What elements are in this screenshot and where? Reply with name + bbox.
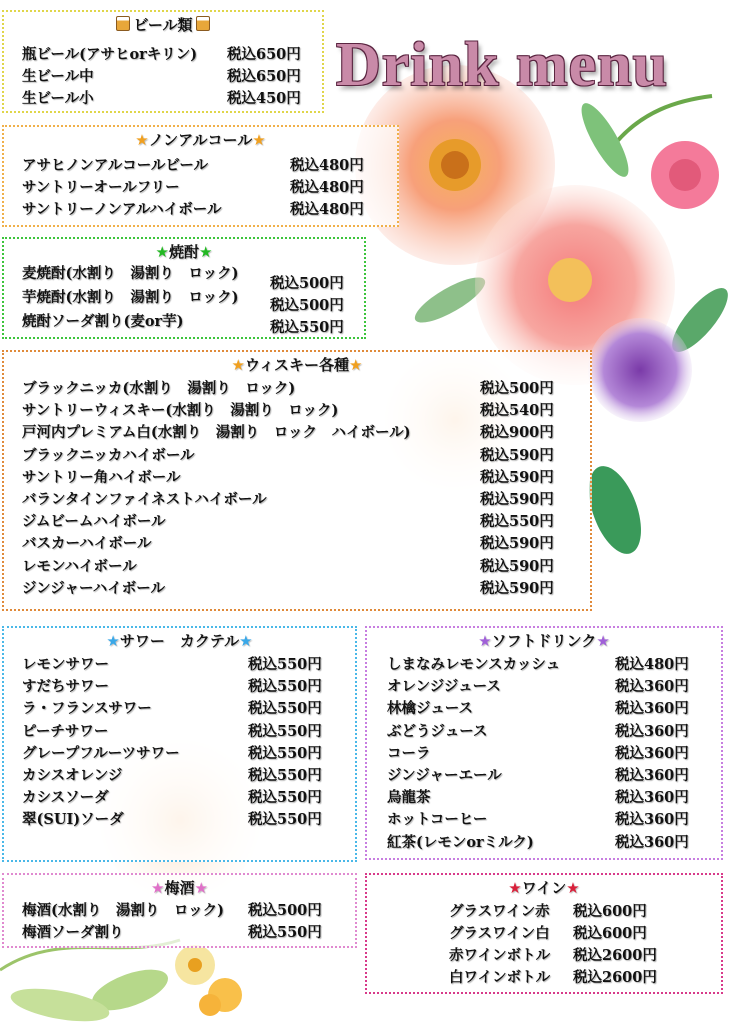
star-icon: ★ [349, 356, 363, 374]
menu-item [22, 900, 322, 922]
item-price: 税込360円 [615, 833, 689, 851]
item-name: カシスオレンジ [22, 767, 123, 784]
item-price: 税込360円 [615, 700, 689, 718]
section-heading-nonalcohol: ★ノンアルコール★ [135, 131, 266, 149]
item-price: 税込360円 [615, 722, 689, 740]
section-whisky [2, 350, 592, 611]
star-icon: ★ [252, 131, 266, 149]
item-price: 税込550円 [248, 789, 322, 807]
menu-item [22, 765, 322, 787]
item-name: ピーチサワー [22, 722, 109, 740]
item-price: 税込480円 [290, 201, 364, 218]
menu-item [387, 809, 689, 831]
section-heading-sour: ★サワー カクテル★ [106, 632, 253, 650]
item-name: しまなみレモンスカッシュ [387, 656, 561, 673]
item-price: 税込550円 [248, 656, 322, 673]
star-icon: ★ [508, 879, 522, 897]
item-name: 翠(SUI)ソーダ [22, 811, 124, 829]
menu-item [449, 901, 647, 923]
page-title: Drink menu [336, 31, 669, 99]
menu-item [387, 721, 689, 743]
menu-item [22, 654, 322, 676]
star-icon: ★ [151, 879, 165, 897]
menu-item [22, 88, 301, 110]
item-price: 税込550円 [248, 811, 322, 829]
star-icon: ★ [239, 632, 253, 650]
menu-item [387, 787, 689, 809]
menu-item [22, 533, 554, 555]
section-heading-softdrink: ★ソフトドリンク★ [478, 632, 610, 650]
star-icon: ★ [199, 243, 213, 261]
menu-item [22, 922, 322, 944]
item-name: ラ・フランスサワー [22, 700, 152, 718]
item-price: 税込550円 [248, 700, 322, 718]
menu-item [449, 967, 657, 989]
item-price: 税込600円 [573, 903, 647, 920]
item-name: カシスソーダ [22, 789, 109, 807]
menu-item [22, 287, 238, 309]
item-name: 戸河内プレミアム白(水割り 湯割り ロック ハイボール) [22, 424, 411, 442]
menu-item [387, 765, 689, 787]
item-price: 税込500円 [270, 297, 344, 314]
item-price: 税込500円 [270, 275, 344, 292]
menu-item [22, 809, 322, 831]
item-price: 税込450円 [227, 90, 301, 107]
menu-item [22, 44, 301, 66]
menu-item [22, 743, 322, 765]
item-name: 瓶ビール(アサヒorキリン) [22, 46, 198, 63]
beer-glass-icon [196, 16, 210, 31]
item-price: 税込360円 [615, 678, 689, 696]
item-name: コーラ [387, 744, 431, 762]
menu-item [22, 676, 322, 698]
section-heading-beer: ビール類 [4, 16, 322, 34]
item-name: ジンジャーエール [387, 767, 502, 784]
menu-item [22, 721, 322, 743]
star-icon: ★ [478, 632, 492, 650]
item-price: 税込900円 [480, 424, 554, 442]
menu-item [22, 66, 301, 88]
menu-item [387, 698, 689, 720]
item-name: サントリーノンアルハイボール [22, 201, 222, 218]
item-name: 生ビール中 [22, 68, 94, 85]
item-name: レモンサワー [22, 656, 109, 673]
menu-item [22, 511, 554, 533]
menu-item [22, 177, 364, 199]
menu-item [22, 422, 554, 444]
item-name: 梅酒ソーダ割り [22, 924, 124, 941]
star-icon: ★ [231, 356, 245, 374]
menu-item [22, 400, 554, 422]
item-name: サントリーウィスキー(水割り 湯割り ロック) [22, 402, 339, 420]
item-price: 税込550円 [248, 767, 322, 784]
item-price: 税込550円 [480, 513, 554, 531]
item-price: 税込360円 [615, 789, 689, 807]
item-name: ブラックニッカ(水割り 湯割り ロック) [22, 380, 296, 397]
menu-item [22, 489, 554, 511]
menu-item [22, 263, 238, 285]
item-price: 税込550円 [270, 319, 344, 336]
item-price: 税込2600円 [573, 969, 657, 986]
star-icon: ★ [155, 243, 169, 261]
item-name: 烏龍茶 [387, 789, 431, 807]
item-price: 税込650円 [227, 68, 301, 85]
item-price: 税込550円 [248, 924, 322, 941]
menu-item [387, 676, 689, 698]
item-price: 税込550円 [248, 722, 322, 740]
menu-item [22, 445, 554, 467]
menu-item [449, 945, 657, 967]
item-price: 税込600円 [573, 925, 647, 942]
item-price: 税込480円 [290, 179, 364, 196]
item-price: 税込480円 [290, 157, 364, 174]
section-heading-shochu: ★焼酎★ [155, 243, 213, 261]
section-heading-umeshu: ★梅酒★ [151, 879, 208, 897]
item-name: サントリーオールフリー [22, 179, 180, 196]
menu-item [22, 698, 322, 720]
menu-item [387, 743, 689, 765]
item-price: 税込360円 [615, 767, 689, 784]
item-name: 林檎ジュース [387, 700, 473, 718]
menu-item [22, 578, 554, 600]
menu-item [387, 654, 689, 676]
section-beer [2, 10, 324, 113]
item-name: サントリー角ハイボール [22, 468, 181, 486]
star-icon: ★ [106, 632, 120, 650]
section-heading-wine: ★ワイン★ [508, 879, 580, 897]
item-name: ジンジャーハイボール [22, 579, 165, 597]
item-name: 赤ワインボトル [449, 947, 551, 964]
menu-item [22, 199, 364, 221]
menu-item [22, 556, 554, 578]
item-price: 税込590円 [480, 491, 554, 508]
item-price: 税込2600円 [573, 947, 657, 964]
item-name: バランタインファイネストハイボール [22, 491, 267, 508]
item-name: 生ビール小 [22, 90, 94, 107]
section-softdrink [365, 626, 723, 860]
item-price: 税込480円 [615, 656, 689, 673]
item-name: 芋焼酎(水割り 湯割り ロック) [22, 289, 239, 306]
star-icon: ★ [596, 632, 610, 650]
menu-item [22, 787, 322, 809]
item-name: グラスワイン白 [449, 925, 550, 942]
item-name: 梅酒(水割り 湯割り ロック) [22, 902, 224, 919]
item-name: ぶどうジュース [387, 722, 488, 740]
item-price: 税込540円 [480, 402, 554, 420]
menu-item [22, 311, 184, 333]
item-name: オレンジジュース [387, 678, 501, 696]
item-price: 税込650円 [227, 46, 301, 63]
menu-item [22, 378, 554, 400]
item-price: 税込360円 [615, 811, 689, 829]
item-name: 麦焼酎(水割り 湯割り ロック) [22, 265, 239, 282]
item-name: ホットコーヒー [387, 811, 488, 829]
item-name: ブラックニッカハイボール [22, 446, 195, 464]
item-name: グレープフルーツサワー [22, 744, 180, 762]
item-name: アサヒノンアルコールビール [22, 157, 209, 174]
item-price: 税込590円 [480, 557, 554, 575]
item-name: バスカーハイボール [22, 535, 152, 553]
section-heading-whisky: ★ウィスキー各種★ [231, 356, 363, 374]
item-name: 紅茶(レモンorミルク) [387, 833, 534, 851]
item-name: 焼酎ソーダ割り(麦or芋) [22, 313, 184, 330]
item-price: 税込590円 [480, 535, 554, 553]
menu-item [387, 832, 689, 854]
section-sour-cocktail [2, 626, 357, 862]
item-price: 税込360円 [615, 744, 689, 762]
menu-item [449, 923, 647, 945]
section-nonalcohol [2, 125, 399, 227]
item-name: グラスワイン赤 [449, 903, 550, 920]
item-price: 税込590円 [480, 579, 554, 597]
menu-item [22, 467, 554, 489]
item-price: 税込550円 [248, 678, 322, 696]
section-shochu [2, 237, 366, 339]
section-umeshu [2, 873, 357, 948]
item-price: 税込550円 [248, 744, 322, 762]
star-icon: ★ [566, 879, 580, 897]
star-icon: ★ [194, 879, 208, 897]
item-name: ジムビームハイボール [22, 513, 166, 531]
item-price: 税込500円 [248, 902, 322, 919]
section-wine [365, 873, 723, 994]
item-price: 税込500円 [480, 380, 554, 397]
item-price: 税込590円 [480, 468, 554, 486]
star-icon: ★ [135, 131, 149, 149]
item-price: 税込590円 [480, 446, 554, 464]
item-name: すだちサワー [22, 678, 109, 696]
menu-item [22, 155, 364, 177]
beer-glass-icon [116, 16, 130, 31]
item-name: 白ワインボトル [449, 969, 551, 986]
item-name: レモンハイボール [22, 557, 137, 575]
